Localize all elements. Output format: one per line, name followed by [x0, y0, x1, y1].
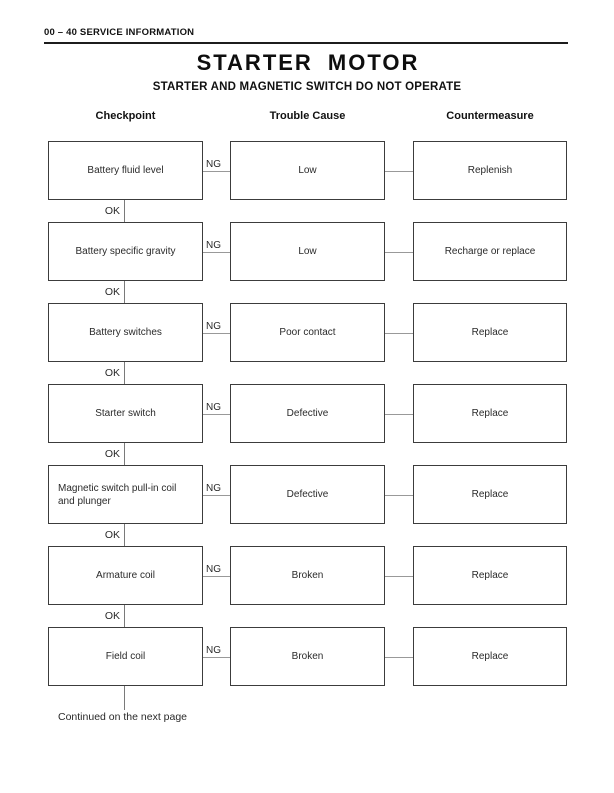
ng-connector	[203, 627, 230, 686]
header-rule	[44, 42, 568, 44]
checkpoint-box: Battery specific gravity	[48, 222, 203, 281]
trouble-cause-box: Broken	[230, 627, 385, 686]
ng-label: NG	[206, 563, 221, 575]
ok-label: OK	[104, 610, 120, 622]
ng-label: NG	[206, 158, 221, 170]
trouble-cause-box: Defective	[230, 465, 385, 524]
connector-line	[385, 627, 413, 686]
continuation-line	[124, 686, 125, 710]
ng-connector	[203, 141, 230, 200]
ok-line	[124, 605, 125, 627]
ng-label: NG	[206, 482, 221, 494]
ng-connector	[203, 546, 230, 605]
flow-row	[48, 627, 568, 686]
checkpoint-box: Battery switches	[48, 303, 203, 362]
ng-label: NG	[206, 644, 221, 656]
checkpoint-box: Armature coil	[48, 546, 203, 605]
connector-line	[385, 303, 413, 362]
ok-label: OK	[104, 205, 120, 217]
ok-line	[124, 200, 125, 222]
flow-row	[48, 303, 568, 362]
trouble-cause-box: Poor contact	[230, 303, 385, 362]
flow-row	[48, 465, 568, 524]
ok-connector	[48, 524, 568, 546]
trouble-cause-box: Low	[230, 222, 385, 281]
page-header: 00 – 40 SERVICE INFORMATION	[44, 27, 195, 38]
ok-connector	[48, 281, 568, 303]
ok-label: OK	[104, 367, 120, 379]
trouble-cause-box: Broken	[230, 546, 385, 605]
column-header-spacer	[385, 110, 413, 122]
column-headers	[48, 110, 568, 122]
checkpoint-box: Field coil	[48, 627, 203, 686]
ng-connector	[203, 384, 230, 443]
ok-line	[124, 443, 125, 465]
ok-label: OK	[104, 286, 120, 298]
ok-line	[124, 362, 125, 384]
connector-line	[385, 222, 413, 281]
ng-connector	[203, 303, 230, 362]
connector-line	[385, 546, 413, 605]
page-title: STARTER MOTOR	[196, 50, 420, 75]
flow-row	[48, 384, 568, 443]
countermeasure-box: Replace	[413, 303, 567, 362]
ok-line	[124, 281, 125, 303]
flow-row	[48, 141, 568, 200]
ok-connector	[48, 200, 568, 222]
checkpoint-box: Battery fluid level	[48, 141, 203, 200]
countermeasure-box: Recharge or replace	[413, 222, 567, 281]
flow-row	[48, 222, 568, 281]
ok-label: OK	[104, 529, 120, 541]
page-subtitle: STARTER AND MAGNETIC SWITCH DO NOT OPERATE	[152, 81, 462, 93]
connector-line	[385, 141, 413, 200]
ng-label: NG	[206, 320, 221, 332]
ng-label: NG	[206, 401, 221, 413]
ng-connector	[203, 465, 230, 524]
trouble-cause-box: Defective	[230, 384, 385, 443]
countermeasure-box: Replenish	[413, 141, 567, 200]
connector-line	[385, 465, 413, 524]
flow-row	[48, 546, 568, 605]
ng-connector	[203, 222, 230, 281]
countermeasure-box: Replace	[413, 546, 567, 605]
column-header-spacer	[203, 110, 230, 122]
countermeasure-box: Replace	[413, 384, 567, 443]
trouble-cause-box: Low	[230, 141, 385, 200]
countermeasure-box: Replace	[413, 465, 567, 524]
ok-connector	[48, 362, 568, 384]
continuation-note: Continued on the next page	[58, 711, 188, 723]
column-header-countermeasure: Countermeasure	[446, 110, 534, 122]
ng-label: NG	[206, 239, 221, 251]
ok-connector	[48, 443, 568, 465]
troubleshooting-flowchart	[48, 141, 568, 686]
checkpoint-box: Starter switch	[48, 384, 203, 443]
connector-line	[385, 384, 413, 443]
ok-line	[124, 524, 125, 546]
checkpoint-box: Magnetic switch pull-in coil and plunger	[48, 465, 203, 524]
column-header-checkpoint: Checkpoint	[95, 110, 156, 122]
column-header-trouble-cause: Trouble Cause	[269, 110, 346, 122]
countermeasure-box: Replace	[413, 627, 567, 686]
ok-connector	[48, 605, 568, 627]
ok-label: OK	[104, 448, 120, 460]
